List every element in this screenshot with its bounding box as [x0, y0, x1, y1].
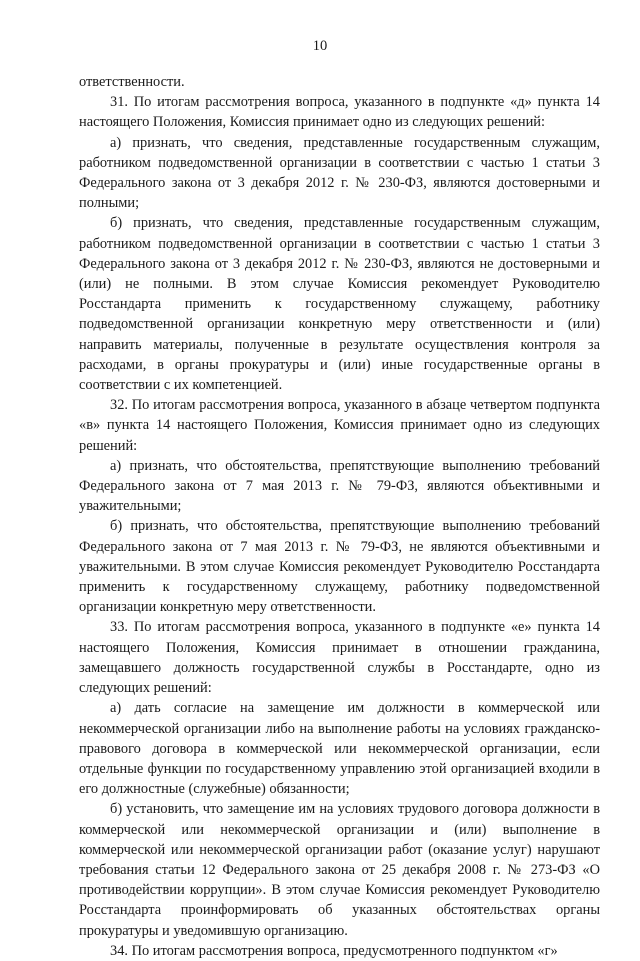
paragraph-item-32: 32. По итогам рассмотрения вопроса, указанного в абзаце четвертом подпункта «в» пункта 14 настоящего Положения, Комиссия принимает одно из следующих решений:: [79, 397, 600, 454]
paragraph-item-33: 33. По итогам рассмотрения вопроса, указанного в подпункте «е» пункта 14 настоящего Положения, Комиссия принимает в отношении гражданина, замещавшего должность государственной службы в Росстандарте, одно из следующих решений:: [79, 619, 600, 697]
paragraph-item-32-b: б) признать, что обстоятельства, препятствующие выполнению требований Федерального закона от 7 мая 2013 г. № 79-ФЗ, не являются объективными и уважительными. В этом случае Комиссия рекомендует Руководителю Росстандарта применить к государственному служащему, работнику подведомственной организации конкретную меру ответственности.: [79, 518, 600, 616]
paragraph-item-31-a: а) признать, что сведения, представленные государственным служащим, работником подведомственной организации в соответствии с частью 1 статьи 3 Федерального закона от 3 декабря 2012 г. № 230-ФЗ, являются достоверными и полными;: [79, 134, 600, 212]
document-body: [79, 72, 600, 961]
paragraph-item-31-b: б) признать, что сведения, представленные государственным служащим, работником подведомственной организации в соответствии с частью 1 статьи 3 Федерального закона от 3 декабря 2012 г. № 230-ФЗ, являются не достоверными и (или) не полными. В этом случае Комиссия рекомендует Руководителю Росстандарта применить к государственному служащему, работнику подведомственной организации конкретную меру ответственности и (или) направить материалы, полученные в результате осуществления контроля за расходами, в органы прокуратуры и (или) иные государственные органы в соответствии с их компетенцией.: [79, 215, 600, 394]
paragraph-item-31: 31. По итогам рассмотрения вопроса, указанного в подпункте «д» пункта 14 настоящего Положения, Комиссия принимает одно из следующих решений:: [79, 94, 600, 131]
page-number: 10: [312, 38, 328, 54]
paragraph-item-33-b: б) установить, что замещение им на условиях трудового договора должности в коммерческой или некоммерческой организации и (или) выполнение в коммерческой или некоммерческой организации работ (оказание услуг) нарушают требования статьи 12 Федерального закона от 25 декабря 2008 г. № 273-ФЗ «О противодействии коррупции». В этом случае Комиссия рекомендует Руководителю Росстандарта проинформировать об указанных обстоятельствах органы прокуратуры и уведомившую организацию.: [79, 801, 600, 939]
paragraph-item-34: 34. По итогам рассмотрения вопроса, предусмотренного подпунктом «г»: [110, 942, 558, 959]
paragraph-continuation: ответственности.: [79, 74, 185, 90]
paragraph-item-32-a: а) признать, что обстоятельства, препятствующие выполнению требований Федерального закона от 7 мая 2013 г. № 79-ФЗ, являются объективными и уважительными;: [79, 457, 600, 515]
paragraph-item-33-a: а) дать согласие на замещение им должности в коммерческой или некоммерческой организации либо на выполнение работы на условиях гражданско-правового договора в коммерческой или некоммерческой организации, если отдельные функции по государственному управлению этой организацией входили в его должностные (служебные) обязанности;: [79, 700, 600, 798]
